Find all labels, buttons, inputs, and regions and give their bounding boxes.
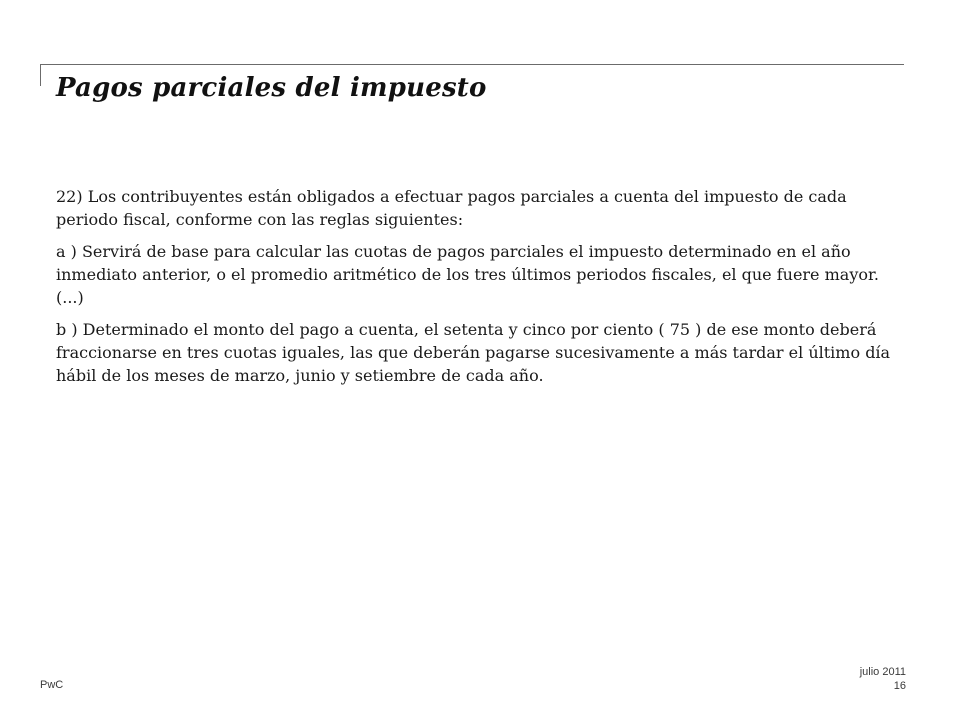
slide-body xyxy=(56,185,902,396)
footer-meta xyxy=(860,665,906,693)
header-rule-corner xyxy=(40,64,41,86)
header-rule xyxy=(40,64,904,65)
paragraph-b: b ) Determinado el monto del pago a cuenta, el setenta y cinco por ciento ( 75 ) de ese monto deberá fraccionarse en tres cuotas iguales, las que deberán pagarse sucesivamente a más tardar el último día hábil de los meses de marzo, junio y setiembre de cada año. xyxy=(56,320,891,385)
slide-title: Pagos parciales del impuesto xyxy=(56,73,487,103)
footer-company: PwC xyxy=(40,679,64,691)
paragraph-a: a ) Servirá de base para calcular las cuotas de pagos parciales el impuesto determinado en el año inmediato anterior, o el promedio aritmético de los tres últimos periodos fiscales, el que fuere mayor. (...) xyxy=(56,242,879,307)
paragraph-intro: 22) Los contribuyentes están obligados a efectuar pagos parciales a cuenta del impuesto de cada periodo fiscal, conforme con las reglas siguientes: xyxy=(56,187,847,229)
page-number: 16 xyxy=(893,680,906,692)
footer-date: julio 2011 xyxy=(859,666,906,678)
